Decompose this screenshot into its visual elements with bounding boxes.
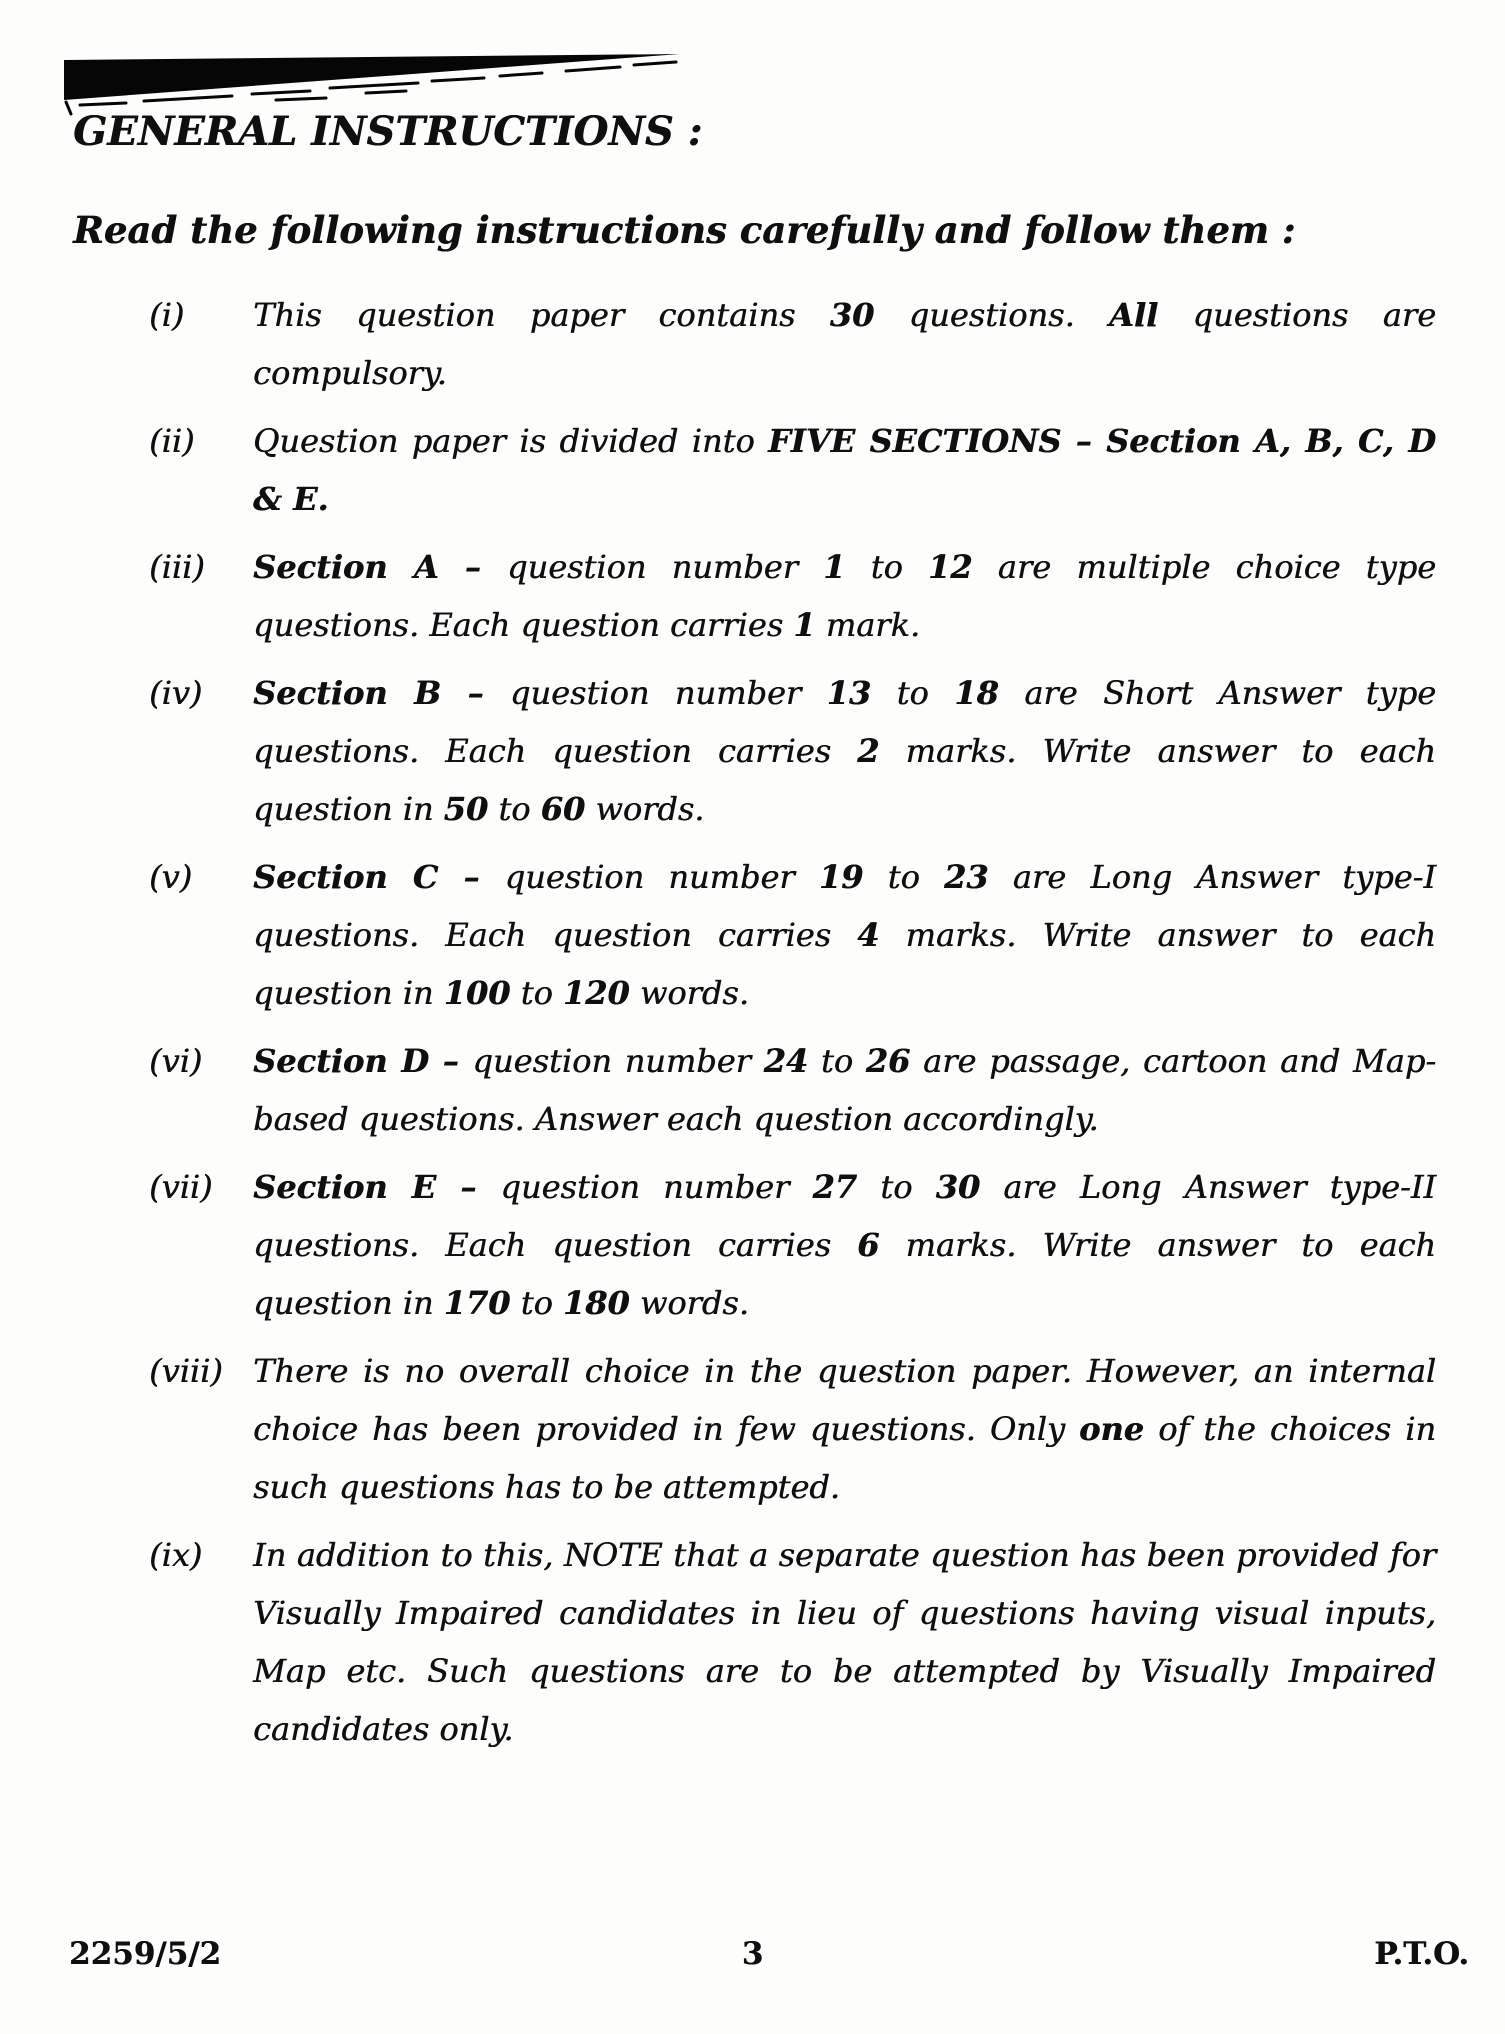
- emphasis-text: 60: [540, 790, 586, 829]
- plain-text: question number: [472, 1042, 764, 1081]
- instruction-number: (iv): [149, 674, 203, 713]
- plain-text: of the choices in such questions has to be attempted.: [253, 1410, 1436, 1507]
- emphasis-text: Section E –: [253, 1168, 501, 1207]
- plain-text: are Short Answer type questions. Each question carries: [253, 674, 1437, 771]
- plain-text: questions are compulsory.: [253, 296, 1437, 393]
- plain-text: are passage, cartoon and Map-based questions. Answer each question accordingly.: [253, 1042, 1437, 1139]
- instruction-text: [253, 848, 1436, 1022]
- plain-text: to: [510, 974, 563, 1013]
- plain-text: to: [808, 1042, 866, 1081]
- page-title: GENERAL INSTRUCTIONS :: [73, 108, 703, 155]
- emphasis-text: 24: [763, 1042, 809, 1081]
- instruction-text: [253, 1032, 1436, 1148]
- instruction-text: [253, 286, 1436, 402]
- pto-label: P.T.O.: [1374, 1936, 1469, 1972]
- emphasis-text: Section A –: [253, 548, 507, 587]
- emphasis-text: 170: [443, 1284, 511, 1323]
- emphasis-text: 50: [443, 790, 489, 829]
- plain-text: question number: [504, 858, 819, 897]
- plain-text: words.: [585, 790, 705, 829]
- plain-text: In addition to this, NOTE that a separate question has been provided for Visually Impaired candidates in lieu of questions having visual inputs, Map etc. Such questions are to be attempted by Visually Impaired candidates only.: [253, 1536, 1436, 1749]
- instruction-item: [73, 538, 1436, 654]
- emphasis-text: 23: [943, 858, 989, 897]
- plain-text: are Long Answer type-I questions. Each question carries: [253, 858, 1437, 955]
- instruction-item: [73, 1032, 1436, 1148]
- emphasis-text: 13: [826, 674, 872, 713]
- instruction-number: (i): [149, 296, 185, 335]
- emphasis-text: 12: [928, 548, 973, 587]
- instructions-lead: Read the following instructions carefully and follow them :: [73, 208, 1296, 252]
- emphasis-text: 2: [857, 732, 880, 771]
- instruction-item: [73, 848, 1436, 1022]
- instruction-text: [253, 1526, 1436, 1758]
- plain-text: Question paper is divided into: [253, 422, 769, 461]
- instruction-number: (vii): [149, 1168, 213, 1207]
- instruction-item: [73, 1158, 1436, 1332]
- page-footer: [0, 1936, 1505, 1980]
- emphasis-text: 19: [818, 858, 864, 897]
- instruction-list: [73, 286, 1436, 1758]
- emphasis-text: 18: [954, 674, 999, 713]
- emphasis-text: All: [1109, 296, 1159, 335]
- plain-text: mark.: [815, 606, 920, 645]
- instruction-item: [73, 664, 1436, 838]
- emphasis-text: 100: [443, 974, 511, 1013]
- plain-text: to: [510, 1284, 563, 1323]
- instruction-text: [253, 538, 1436, 654]
- plain-text: There is no overall choice in the question paper. However, an internal choice has been provided in few questions. Only: [253, 1352, 1436, 1449]
- instruction-text: [253, 1342, 1436, 1516]
- plain-text: are multiple choice type questions. Each question carries: [253, 548, 1437, 645]
- emphasis-text: FIVE SECTIONS – Section A, B, C, D & E.: [253, 422, 1437, 519]
- emphasis-text: Section D –: [253, 1042, 473, 1081]
- plain-text: are Long Answer type-II questions. Each question carries: [253, 1168, 1437, 1265]
- plain-text: to: [488, 790, 541, 829]
- instruction-number: (viii): [149, 1352, 223, 1391]
- plain-text: words.: [629, 974, 749, 1013]
- plain-text: to: [871, 674, 955, 713]
- plain-text: question number: [509, 674, 827, 713]
- emphasis-text: 1: [793, 606, 816, 645]
- page-number: 3: [741, 1936, 764, 1972]
- emphasis-text: Section C –: [253, 858, 505, 897]
- plain-text: question number: [500, 1168, 813, 1207]
- emphasis-text: Section B –: [253, 674, 510, 713]
- emphasis-text: 30: [829, 296, 875, 335]
- instruction-number: (ii): [149, 422, 195, 461]
- instruction-text: [253, 1158, 1436, 1332]
- plain-text: to: [863, 858, 944, 897]
- instructions-content: [73, 108, 1436, 1768]
- plain-text: marks. Write answer to each question in: [253, 732, 1437, 829]
- instruction-number: (vi): [149, 1042, 203, 1081]
- plain-text: questions.: [874, 296, 1109, 335]
- instruction-item: [73, 412, 1436, 528]
- instruction-item: [73, 286, 1436, 402]
- plain-text: to: [845, 548, 929, 587]
- plain-text: question number: [506, 548, 824, 587]
- plain-text: to: [857, 1168, 936, 1207]
- plain-text: marks. Write answer to each question in: [253, 916, 1437, 1013]
- instruction-number: (v): [149, 858, 193, 897]
- plain-text: marks. Write answer to each question in: [253, 1226, 1437, 1323]
- emphasis-text: one: [1079, 1410, 1145, 1449]
- plain-text: This question paper contains: [253, 296, 830, 335]
- instruction-item: [73, 1342, 1436, 1516]
- emphasis-text: 120: [562, 974, 630, 1013]
- emphasis-text: 6: [857, 1226, 880, 1265]
- emphasis-text: 1: [823, 548, 846, 587]
- instruction-text: [253, 664, 1436, 838]
- instruction-item: [73, 1526, 1436, 1758]
- paper-code: 2259/5/2: [69, 1936, 222, 1972]
- emphasis-text: 180: [562, 1284, 630, 1323]
- emphasis-text: 27: [812, 1168, 858, 1207]
- emphasis-text: 4: [857, 916, 880, 955]
- instruction-text: [253, 412, 1436, 528]
- instruction-number: (ix): [149, 1536, 203, 1575]
- emphasis-text: 26: [865, 1042, 911, 1081]
- plain-text: words.: [629, 1284, 749, 1323]
- instruction-number: (iii): [149, 548, 205, 587]
- emphasis-text: 30: [935, 1168, 981, 1207]
